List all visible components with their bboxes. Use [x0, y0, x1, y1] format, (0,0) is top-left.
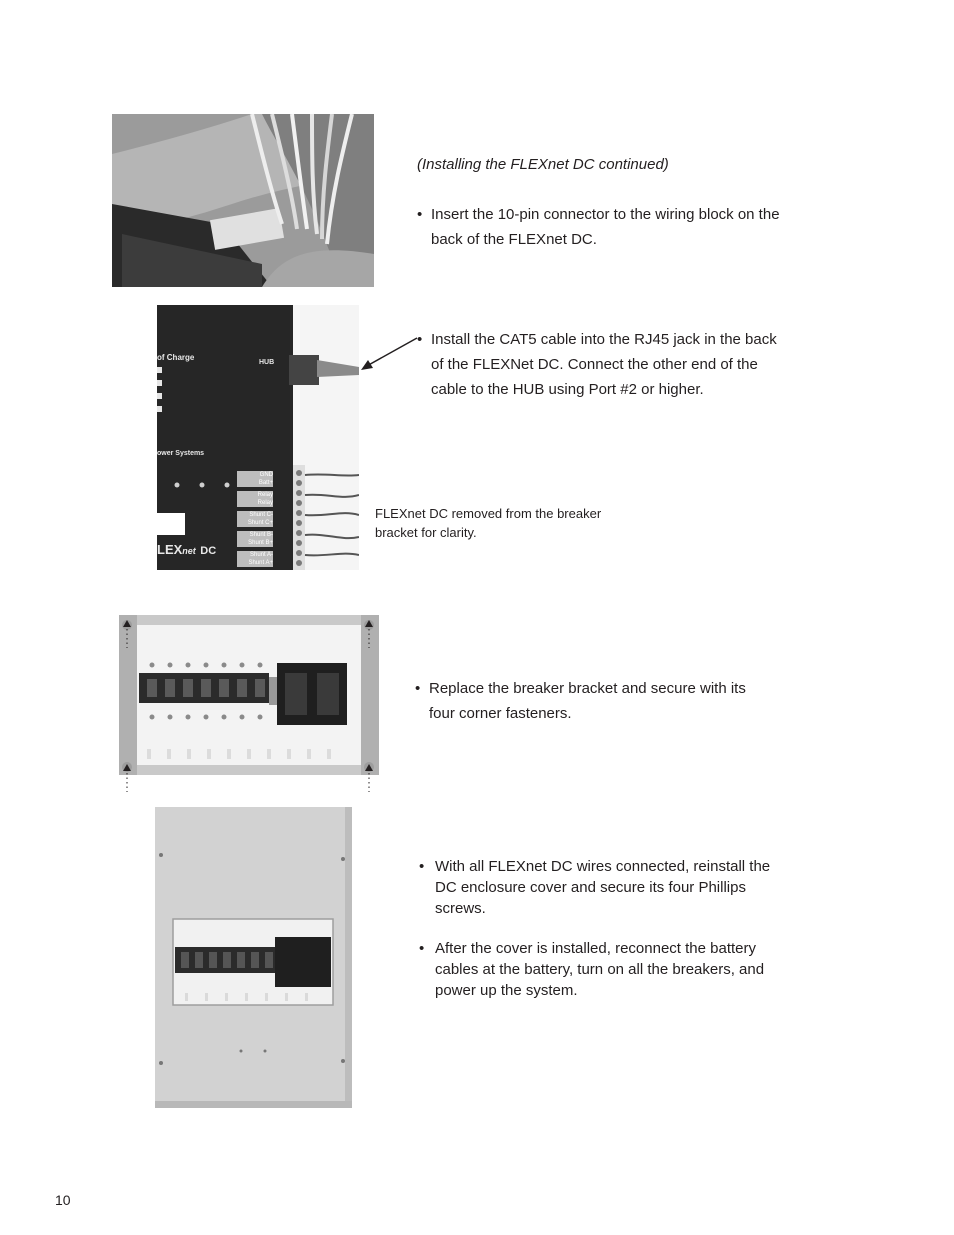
terminal-label: Relay [257, 500, 273, 506]
model-part-a: LEX [157, 542, 183, 557]
fastener-arrow-icon [122, 620, 132, 648]
terminal-labels [237, 471, 273, 567]
terminal-label: Shunt B+ [248, 540, 273, 546]
device-label-charge: of Charge [157, 353, 195, 362]
step-insert-connector [417, 202, 787, 252]
step-reconnect-battery [419, 938, 789, 1001]
bullet: • [415, 680, 421, 697]
step-text: Replace the breaker bracket and secure with its four corner fasteners. [429, 680, 746, 722]
terminal-label: GND [259, 472, 273, 478]
bullet: • [419, 858, 425, 875]
page-number: 10 [55, 1192, 71, 1208]
photo-10-pin-connector [112, 114, 374, 287]
model-part-b: net [182, 546, 196, 556]
bullet: • [419, 940, 425, 957]
step-text: With all FLEXnet DC wires connected, reinstall the DC enclosure cover and secure its four Phillips screws. [435, 858, 771, 917]
device-label-brand: ower Systems [157, 450, 205, 457]
photo-enclosure-cover [155, 807, 352, 1108]
device-label-hub: HUB [259, 359, 275, 366]
step-install-cat5 [417, 327, 787, 402]
terminal-label: Batt+ [258, 480, 273, 486]
photo-caption: FLEXnet DC removed from the breaker bracket for clarity. [375, 506, 602, 540]
fastener-arrow-icon [364, 764, 374, 792]
photo-breaker-bracket [119, 615, 379, 775]
step-reinstall-cover [419, 856, 789, 919]
continued-note: (Installing the FLEXnet DC continued) [417, 156, 669, 173]
fastener-arrow-icon [364, 620, 374, 648]
step-text: After the cover is installed, reconnect the battery cables at the battery, turn on all the breakers, and power up the system. [435, 940, 765, 999]
fastener-arrow-icon [122, 764, 132, 792]
terminal-label: Shunt A+ [248, 560, 273, 566]
bullet: • [417, 331, 423, 348]
terminal-label: Shunt C- [249, 512, 273, 518]
step-text: Insert the 10-pin connector to the wiring block on the back of the FLEXnet DC. [431, 206, 780, 248]
photo-flexnet-dc [157, 305, 359, 570]
step-text: Install the CAT5 cable into the RJ45 jack in the back of the FLEXNet DC. Connect the other end of the cable to the HUB using Port #2 or higher. [431, 331, 777, 398]
terminal-label: Shunt C+ [247, 520, 273, 526]
terminal-label: Relay [257, 492, 273, 498]
terminal-label: Shunt A- [249, 552, 273, 558]
terminal-label: Shunt B- [249, 532, 273, 538]
step-replace-bracket [415, 676, 775, 726]
bullet: • [417, 206, 423, 223]
device-model-label [157, 541, 216, 559]
model-part-c: DC [200, 545, 217, 557]
pointer-arrow-icon [355, 330, 425, 375]
